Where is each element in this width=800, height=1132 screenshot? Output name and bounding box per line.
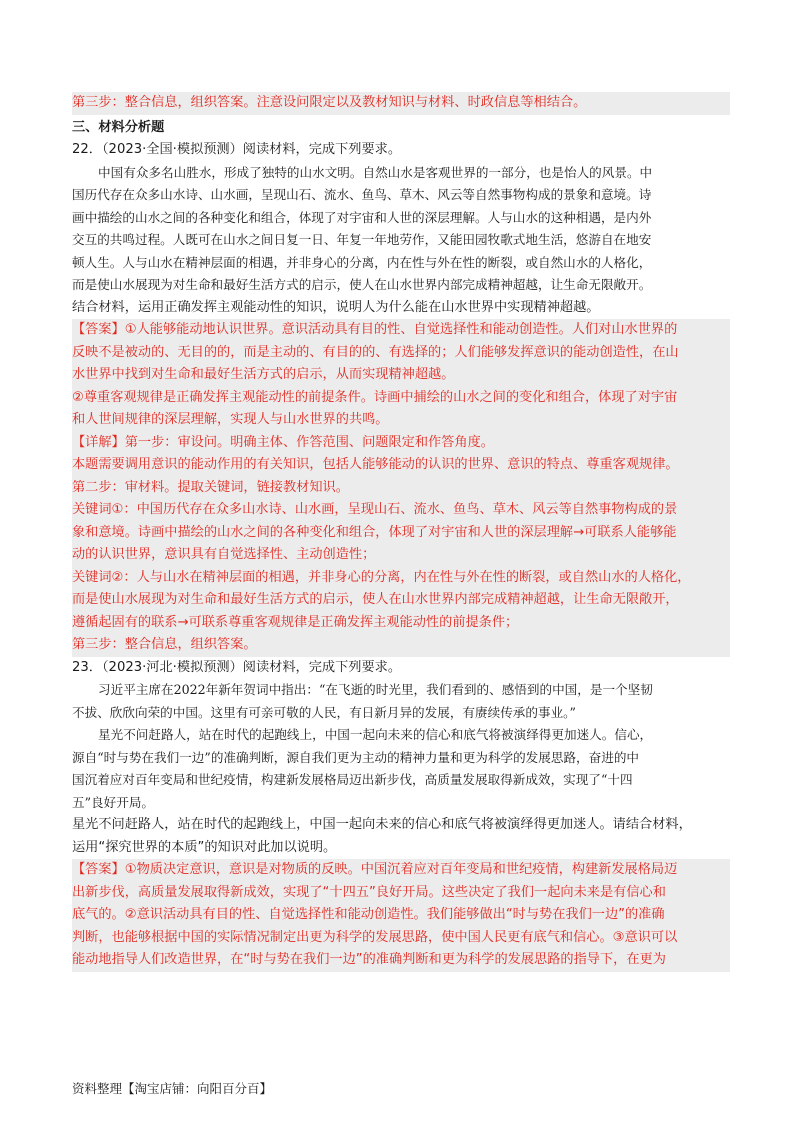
q22-answer-line: 反映不是被动的、无目的的，而是主动的、有目的的、有选择的；人们能够发挥意识的能动创造性，在山: [72, 342, 730, 365]
q22-detail-line: 【详解】第一步：审设问。明确主体、作答范围、问题限定和作答角度。: [72, 432, 730, 455]
q22-detail-line: 象和意境。诗画中描绘的山水之间的各种变化和组合，体现了对宇宙和人世的深层理解→可联系人能够能: [72, 522, 730, 545]
q23-material-line: 习近平主席在2022年新年贺词中指出：“在飞逝的时光里，我们看到的、感悟到的中国，是一个坚韧: [98, 682, 653, 697]
q22-detail-line: 动的认识世界，意识具有自觉选择性、主动创造性；: [72, 544, 730, 567]
q22-material-line: 交互的共鸣过程。人既可在山水之间日复一日、年复一年地劳作，又能田园牧歌式地生活，悠游自在地安: [72, 232, 652, 247]
q22-answer-line: 水世界中找到对生命和最好生活方式的启示，从而实现精神超越。: [72, 364, 730, 387]
q22-material-line: 顿人生。人与山水在精神层面的相遇，并非身心的分离，内在性与外在性的断裂，或自然山水的人格化，: [72, 254, 652, 270]
q23-answer-line: 底气的。②意识活动具有目的性、自觉选择性和能动创造性。我们能够做出“时与势在我们一边”的准确: [72, 904, 730, 927]
q23-answer-line: 判断，也能够根据中国的实际情况制定出更为科学的发展思路，使中国人民更有底气和信心。③意识可以: [72, 927, 730, 950]
q23-question-line: 星光不问赶路人，站在时代的起跑线上，中国一起向未来的信心和底气将被演绎得更加迷人。请结合材料，: [72, 817, 692, 832]
q22-detail-line: 遵循起固有的联系→可联系尊重客观规律是正确发挥主观能动性的前提条件；: [72, 612, 730, 635]
q22-material-line: 国历代存在众多山水诗、山水画，呈现山石、流水、鱼鸟、草木、风云等自然事物构成的景象和意境。诗: [72, 187, 652, 202]
q22-answer-line: 【答案】①人能够能动地认识世界。意识活动具有目的性、自觉选择性和能动创造性。人们对山水世界的: [72, 319, 730, 342]
q22-detail-line: 而是使山水展现为对生命和最好生活方式的启示，使人在山水世界内部完成精神超越，让生命无限敞开，: [72, 589, 730, 612]
q23-material-line: 不拔、欣欣向荣的中国。这里有可亲可敬的人民，有日新月异的发展，有赓续传承的事业。”: [72, 704, 576, 720]
q22-header: 22．（2023·全国·模拟预测）阅读材料，完成下列要求。: [72, 142, 402, 157]
q22-detail-line: 关键词②：人与山水在精神层面的相遇，并非身心的分离，内在性与外在性的断裂，或自然山水的人格化，: [72, 567, 730, 590]
q22-detail-line: 本题需要调用意识的能动作用的有关知识，包括人能够能动的认识的世界、意识的特点、尊重客观规律。: [72, 454, 730, 477]
q22-material-line: 中国有众多名山胜水，形成了独特的山水文明。自然山水是客观世界的一部分，也是怡人的风景。中: [98, 164, 653, 180]
q23-material-line: 国沉着应对百年变局和世纪疫情，构建新发展格局迈出新步伐，高质量发展取得新成效，实现了“十四: [72, 772, 633, 787]
q22-material-line: 而是使山水展现为对生命和最好生活方式的启示，使人在山水世界内部完成精神超越，让生命无限敞开。: [72, 277, 652, 292]
q22-detail-line: 关键词①：中国历代存在众多山水诗、山水画，呈现山石、流水、鱼鸟、草木、风云等自然事物构成的景: [72, 499, 730, 522]
top-step-line: 第三步：整合信息，组织答案。注意设问限定以及教材知识与材料、时政信息等相结合。: [72, 92, 730, 115]
q22-material-line: 画中描绘的山水之间的各种变化和组合，体现了对宇宙和人世的深层理解。人与山水的这种相遇，是内外: [72, 209, 652, 225]
q23-material-line: 星光不问赶路人，站在时代的起跑线上，中国一起向未来的信心和底气将被演绎得更加迷人。信心，: [98, 727, 653, 742]
q22-question: 结合材料，运用正确发挥主观能动性的知识，说明人为什么能在山水世界中实现精神超越。: [72, 299, 600, 315]
q23-answer-line: 出新步伐，高质量发展取得新成效，实现了“十四五”良好开局。这些决定了我们一起向未来是有信心和: [72, 882, 730, 905]
q23-answer-line: 【答案】①物质决定意识，意识是对物质的反映。中国沉着应对百年变局和世纪疫情，构建新发展格局迈: [72, 859, 730, 882]
q22-detail-line: 第三步：整合信息，组织答案。: [72, 634, 730, 657]
q22-answer-line: 和人世间规律的深层理解，实现人与山水世界的共鸣。: [72, 409, 730, 432]
section-title: 三、材料分析题: [72, 119, 165, 135]
page-footer: 资料整理【淘宝店铺：向阳百分百】: [72, 1081, 273, 1096]
q22-detail-line: 第二步：审材料。提取关键词，链接教材知识。: [72, 477, 730, 500]
q23-answer-line: 能动地指导人们改造世界，在“时与势在我们一边”的准确判断和更为科学的发展思路的指导下，在更为: [72, 949, 730, 972]
page-content: [72, 92, 730, 972]
q22-answer-line: ②尊重客观规律是正确发挥主观能动性的前提条件。诗画中捕绘的山水之间的变化和组合，体现了对宇宙: [72, 387, 730, 410]
q23-header: 23．（2023·河北·模拟预测）阅读材料，完成下列要求。: [72, 659, 402, 675]
q23-question-line: 运用“探究世界的本质”的知识对此加以说明。: [72, 839, 337, 855]
q23-material-line: 源自“时与势在我们一边”的准确判断，源自我们更为主动的精神力量和更为科学的发展思路，奋进的中: [72, 749, 640, 765]
q23-material-line: 五”良好开局。: [72, 794, 155, 810]
